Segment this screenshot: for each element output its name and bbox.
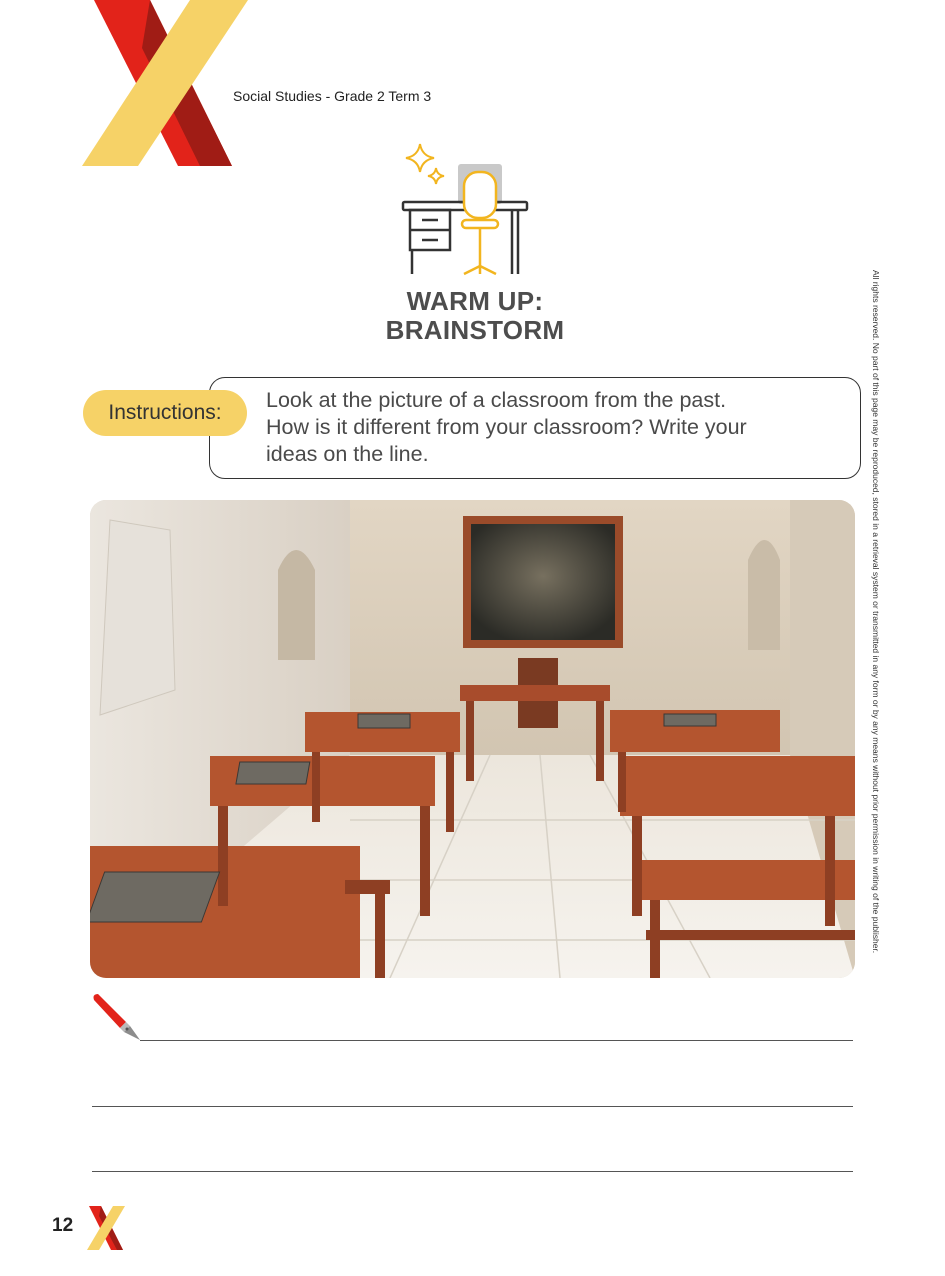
desk-chair-icon: [398, 140, 530, 280]
answer-line-1[interactable]: [140, 1040, 853, 1041]
page-number: 12: [52, 1215, 74, 1236]
instructions-line2: How is it different from your classroom? Write your: [266, 415, 747, 439]
copyright-notice: All rights reserved. No part of this page may be reproduced, stored in a retrieval system or transmitted in any form or by any means without prior permission in writing of the publisher.: [871, 270, 881, 954]
answer-line-2[interactable]: [92, 1106, 853, 1107]
footer-logo: [87, 1206, 125, 1250]
section-title-line2: BRAINSTORM: [385, 315, 565, 345]
answer-line-3[interactable]: [92, 1171, 853, 1172]
instructions-line3: ideas on the line.: [266, 442, 429, 466]
instructions-line1: Look at the picture of a classroom from the past.: [266, 388, 727, 412]
classroom-photo: [90, 500, 855, 978]
instructions-label: Instructions:: [83, 390, 247, 436]
instructions-text: [266, 387, 846, 468]
section-title: [330, 287, 620, 345]
corner-logo: [82, 0, 248, 166]
subject-header: Social Studies - Grade 2 Term 3: [233, 88, 432, 104]
pen-icon: [90, 992, 142, 1042]
section-title-line1: WARM UP:: [406, 286, 544, 316]
sparkle-icon: [406, 144, 444, 184]
